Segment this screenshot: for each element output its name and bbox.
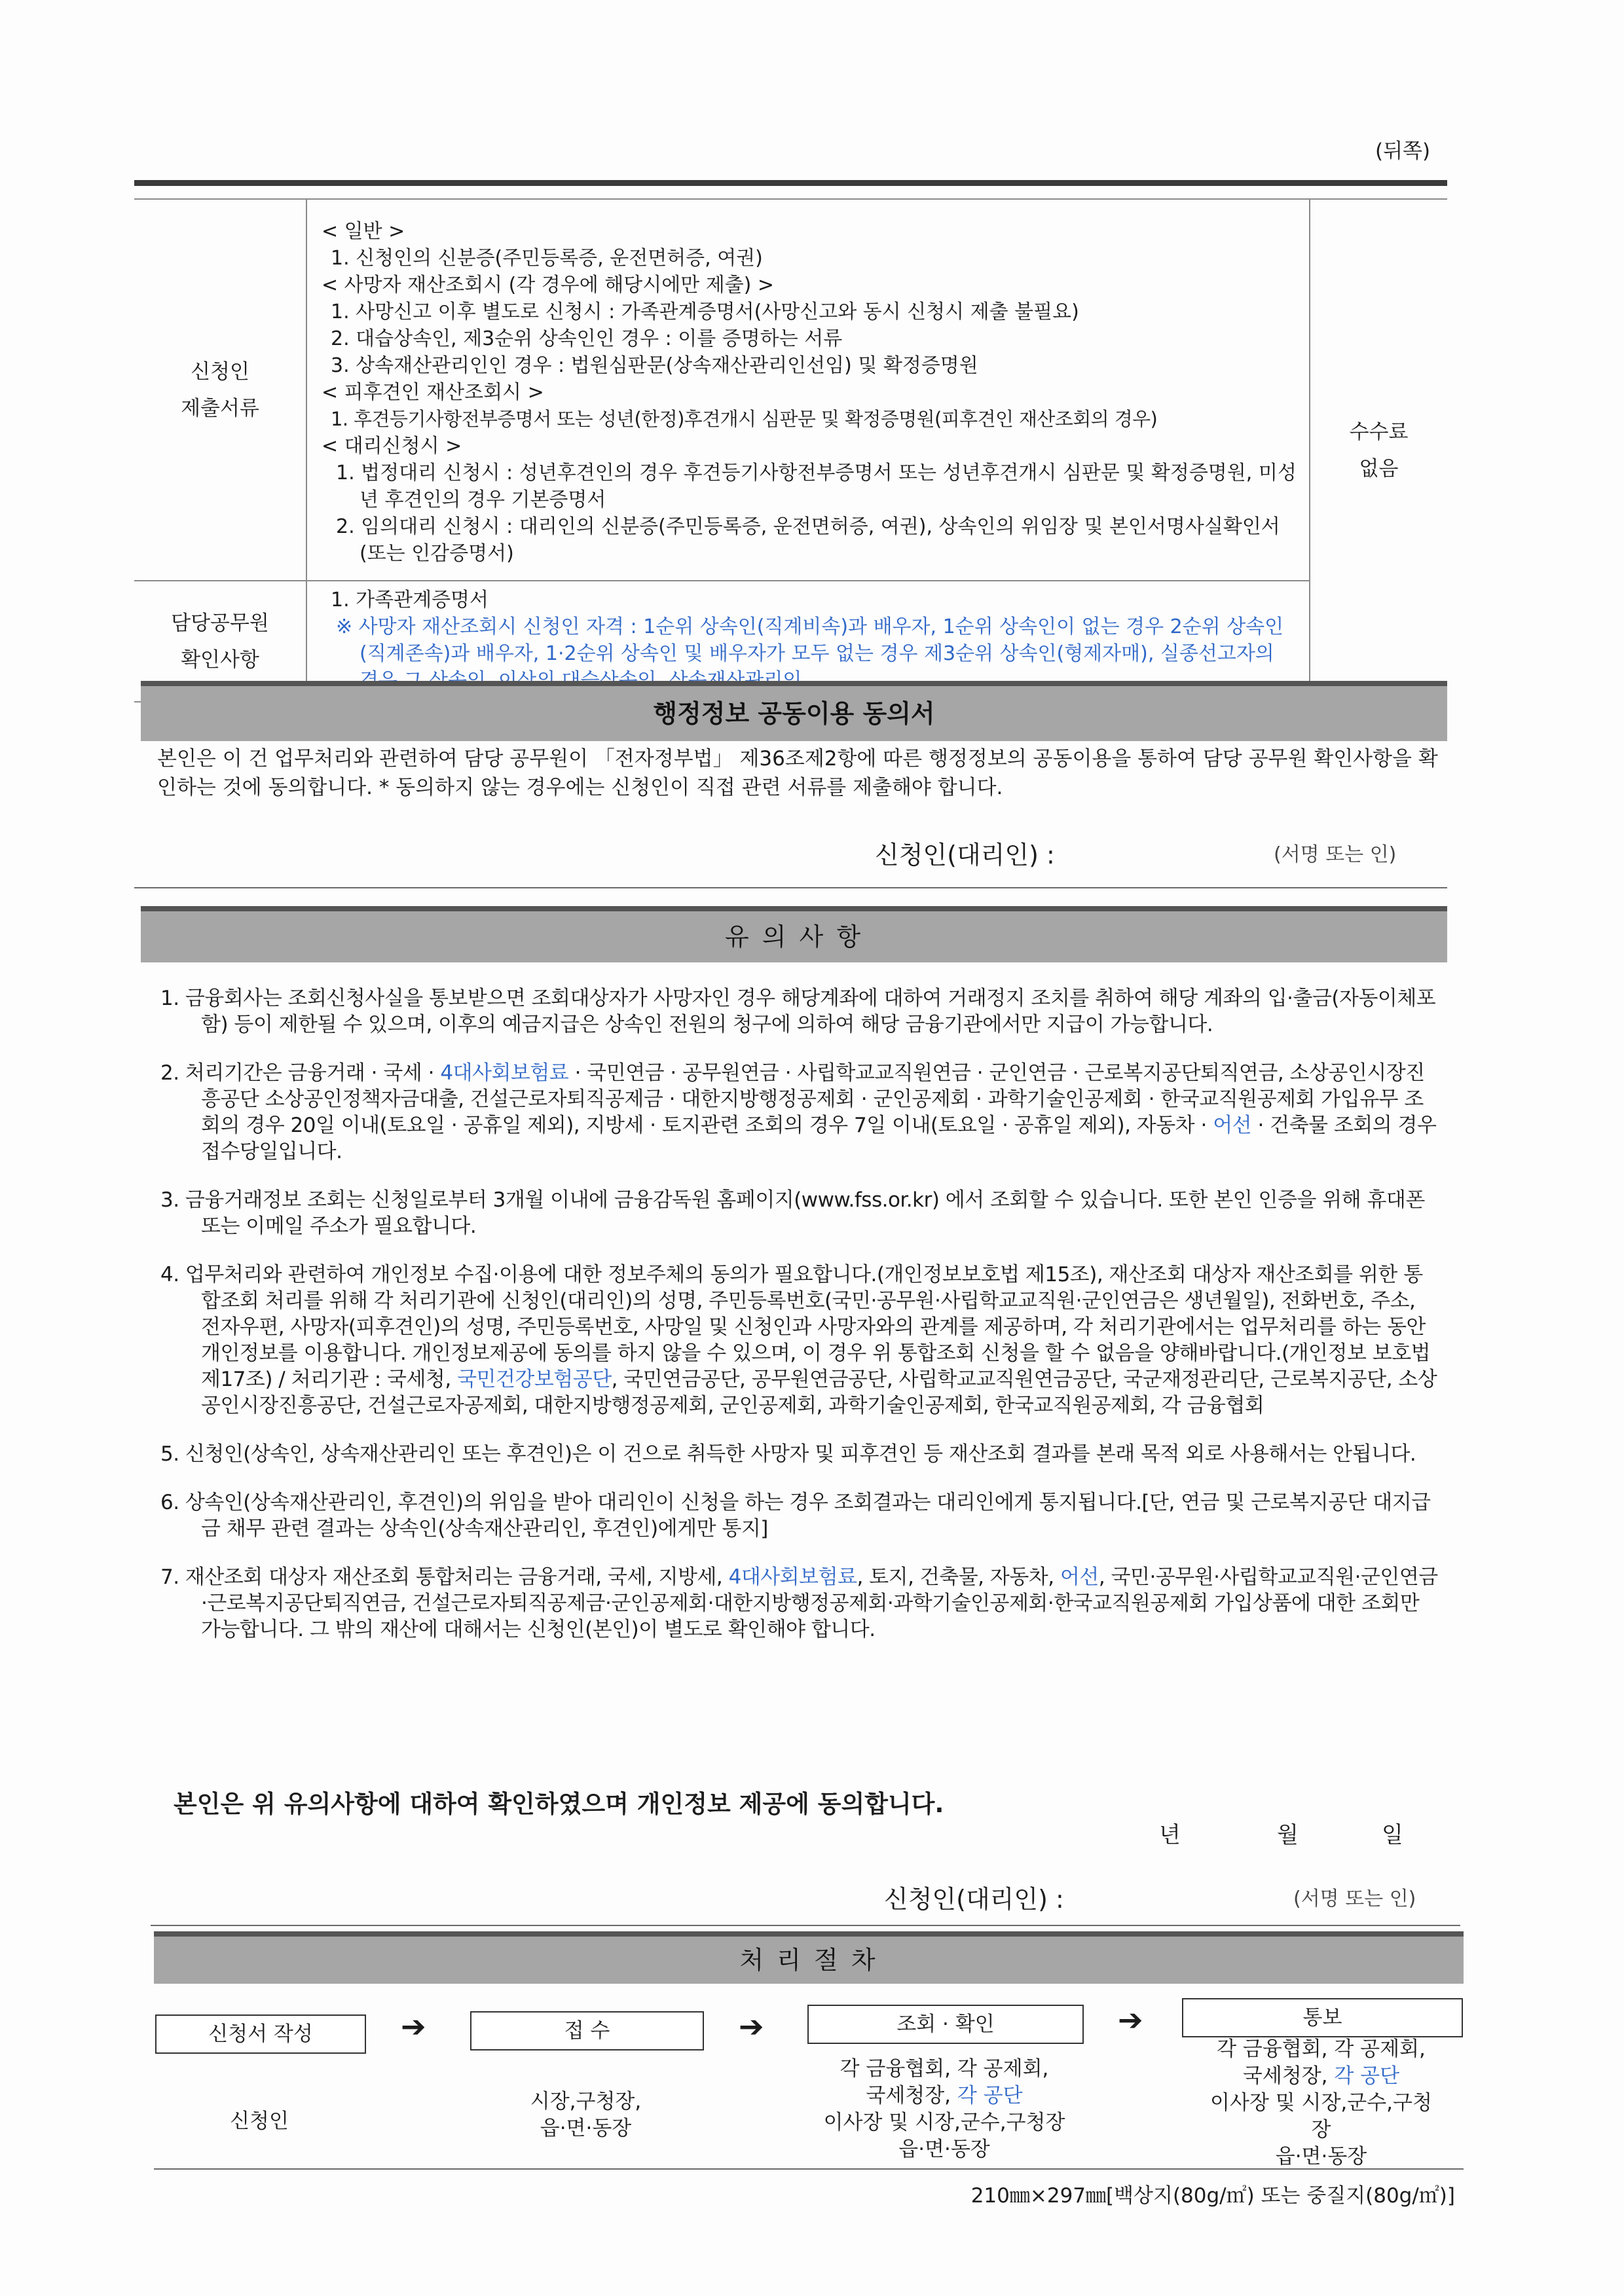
step-notify-who: 각 금융협회, 각 공제회, 국세청장, 각 공단 이사장 및 시장,군수,구청 장 읍·면·동장 xyxy=(1210,2037,1432,2168)
applicant-docs-label: 신청인 제출서류 xyxy=(134,199,306,581)
process-title: 처 리 절 차 xyxy=(739,1946,878,1975)
process-title-banner xyxy=(154,1931,1464,1984)
proxy-item: 1. 법정대리 신청시 : 성년후견인의 경우 후견등기사항전부증명서 또는 성년후견개시 심판문 및 확정증명원, 미성년 후견인의 경우 기본증명서 xyxy=(336,462,1297,511)
proxy-heading: < 대리신청시 > xyxy=(322,435,462,458)
note-item: 4. 업무처리와 관련하여 개인정보 수집·이용에 대한 정보주체의 동의가 필요합니다.(개인정보보호법 제15조), 재산조회 대상자 재산조회를 위한 통합조회 처리를 위해 각 처리기관에 신청인(대리인)의 성명, 주민등록번호(국민·공무원·사립학교교직원·군인연금은 생년월일), 전화번호, 주소, 전자우편, 사망자(피후견인)의 성명, 주민등록번호, 사망일 및 신청인과 사망자와의 관계를 제공하며, 각 처리기관에서는 업무처리를 하는 동안 개인정보를 이용합니다. 개인정보제공에 동의를 하지 않을 수 있으며, 이 경우 위 통합조회 신청을 할 수 없음을 양해바랍니다.(개인정보 보호법 제17조) / 처리기관 : 국세청, 국민건강보험공단, 국민연금공단, 공무원연금공단, 사립학교교직원연금공단, 국군재정관리단, 근로복지공단, 소상공인시장진흥공단, 건설근로자공제회, 대한지방행정공제회, 군인공제회, 과학기술인공제회, 한국교직원공제회, 각 금융협회 xyxy=(160,1263,1437,1417)
requirements-table xyxy=(134,198,1447,702)
consent-sign-hint: (서명 또는 인) xyxy=(1274,843,1397,866)
confirm-signer-label: 신청인(대리인) : xyxy=(884,1885,1064,1914)
deceased-item: 3. 상속재산관리인인 경우 : 법원심판문(상속재산관리인선임) 및 확정증명원 xyxy=(331,354,978,377)
consent-bottom-rule xyxy=(134,887,1447,888)
note-item: 2. 처리기간은 금융거래 · 국세 · 4대사회보험료 · 국민연금 · 공무원연금 · 사립학교교직원연금 · 군인연금 · 근로복지공단퇴직연금, 소상공인시장진흥공단 소상공인정책자금대출, 건설근로자퇴직공제금 · 대한지방행정공제회 · 군인공제회 · 과학기술인공제회 · 한국교직원공제회 가입유무 조회의 경우 20일 이내(토요일 · 공휴일 제외), 지방세 · 토지관련 조회의 경우 7일 이내(토요일 · 공휴일 제외), 자동차 · 어선 · 건축물 조회의 경우 접수당일입니다. xyxy=(160,1061,1437,1163)
step-inquiry-box: 조회 · 확인 xyxy=(807,2005,1084,2044)
step-receipt-box: 접 수 xyxy=(470,2011,704,2050)
step-inquiry-who: 각 금융협회, 각 공제회, 국세청장, 각 공단 이사장 및 시장,군수,구청장 읍·면·동장 xyxy=(823,2057,1065,2161)
deceased-item: 2. 대습상속인, 제3순위 상속인인 경우 : 이를 증명하는 서류 xyxy=(331,327,843,350)
confirmation-statement: 본인은 위 유의사항에 대하여 확인하였으며 개인정보 제공에 동의합니다. xyxy=(174,1790,944,1818)
notes-title: 유 의 사 항 xyxy=(724,922,864,951)
official-eligibility-note: ※ 사망자 재산조회시 신청인 자격 : 1순위 상속인(직계비속)과 배우자, 1순위 상속인이 없는 경우 2순위 상속인(직계존속)과 배우자, 1·2순위 상속인 및 배우자가 모두 없는 경우 제3순위 상속인(형제자매), 실종선고자의 xyxy=(336,615,1284,665)
step-notify-box: 통보 xyxy=(1182,1998,1463,2037)
notes-list xyxy=(160,985,1441,1665)
consent-body: 본인은 이 건 업무처리와 관련하여 담당 공무원이 「전자정부법」 제36조제2항에 따른 행정정보의 공동이용을 통하여 담당 공무원 확인사항을 확인하는 것에 동의합니다. * 동의하지 않는 경우에는 신청인이 직접 관련 서류를 제출해야 합니다. xyxy=(157,747,1438,799)
ward-item: 1. 후견등기사항전부증명서 또는 성년(한정)후견개시 심판문 및 확정증명원(피후견인 재산조회의 경우) xyxy=(331,408,1158,430)
step-receipt-who: 시장,구청장, 읍·면·동장 xyxy=(530,2090,642,2140)
official-check-label: 담당공무원 확인사항 xyxy=(134,581,306,702)
applicant-docs-list xyxy=(306,199,1310,581)
step-apply-box: 신청서 작성 xyxy=(155,2014,366,2054)
note-item: 5. 신청인(상속인, 상속재산관리인 또는 후견인)은 이 건으로 취득한 사망자 및 피후견인 등 재산조회 결과를 본래 목적 외로 사용해서는 안됩니다. xyxy=(160,1442,1416,1466)
top-rule xyxy=(134,180,1447,186)
arrow-right-icon: ➔ xyxy=(739,2009,764,2044)
confirm-sign-hint: (서명 또는 인) xyxy=(1293,1887,1416,1910)
official-item: 1. 가족관계증명서 xyxy=(331,589,489,611)
note-item: 1. 금융회사는 조회신청사실을 통보받으면 조회대상자가 사망자인 경우 해당계좌에 대하여 거래정지 조치를 취하여 해당 계좌의 입·출금(자동이체포함) 등이 제한될 수 있으며, 이후의 예금지급은 상속인 전원의 청구에 의하여 해당 금융기관에서만 지급이 가능합니다. xyxy=(160,987,1436,1036)
page-side-label: (뒤쪽) xyxy=(1375,139,1431,163)
date-day-label: 일 xyxy=(1382,1822,1403,1848)
consent-title: 행정정보 공동이용 동의서 xyxy=(653,699,935,728)
date-year-label: 년 xyxy=(1159,1822,1181,1848)
date-month-label: 월 xyxy=(1277,1822,1299,1848)
fee-cell: 수수료 없음 xyxy=(1310,199,1447,702)
general-item: 1. 신청인의 신분증(주민등록증, 운전면허증, 여권) xyxy=(331,247,763,270)
general-heading: < 일반 > xyxy=(322,220,405,243)
proxy-item: 2. 임의대리 신청시 : 대리인의 신분증(주민등록증, 운전면허증, 여권), 상속인의 위임장 및 본인서명사실확인서(또는 인감증명서) xyxy=(336,515,1280,565)
deceased-item: 1. 사망신고 이후 별도로 신청시 : 가족관계증명서(사망신고와 동시 신청시 제출 불필요) xyxy=(331,301,1079,323)
note-item: 7. 재산조회 대상자 재산조회 통합처리는 금융거래, 국세, 지방세, 4대사회보험료, 토지, 건축물, 자동차, 어선, 국민·공무원·사립학교교직원·군인연금·근로복지공단퇴직연금, 건설근로자퇴직공제금·군인공제회·대한지방행정공제회·과학기술인공제회·한국교직원공제회 가입상품에 대한 조회만 가능합니다. 그 밖의 재산에 대해서는 신청인(본인)이 별도로 확인해야 합니다. xyxy=(160,1565,1438,1641)
paper-spec: 210㎜×297㎜[백상지(80g/㎡) 또는 중질지(80g/㎡)] xyxy=(970,2184,1455,2208)
notes-title-banner xyxy=(141,906,1447,962)
arrow-right-icon: ➔ xyxy=(1118,2002,1143,2037)
confirm-bottom-rule xyxy=(151,1925,1460,1926)
consent-signer-label: 신청인(대리인) : xyxy=(875,841,1055,869)
note-item: 6. 상속인(상속재산관리인, 후견인)의 위임을 받아 대리인이 신청을 하는 경우 조회결과는 대리인에게 통지됩니다.[단, 연금 및 근로복지공단 대지급금 채무 관련 결과는 상속인(상속재산관리인, 후견인)에게만 통지] xyxy=(160,1491,1431,1540)
consent-title-banner xyxy=(141,681,1447,741)
ward-heading: < 피후견인 재산조회시 > xyxy=(322,381,544,404)
note-item: 3. 금융거래정보 조회는 신청일로부터 3개월 이내에 금융감독원 홈페이지(www.fss.or.kr) 에서 조회할 수 있습니다. 또한 본인 인증을 위해 휴대폰 또는 이메일 주소가 필요합니다. xyxy=(160,1188,1425,1238)
step-apply-who: 신청인 xyxy=(230,2109,289,2133)
deceased-heading: < 사망자 재산조회시 (각 경우에 해당시에만 제출) > xyxy=(322,274,775,297)
process-bottom-rule xyxy=(154,2168,1464,2170)
arrow-right-icon: ➔ xyxy=(401,2009,426,2044)
